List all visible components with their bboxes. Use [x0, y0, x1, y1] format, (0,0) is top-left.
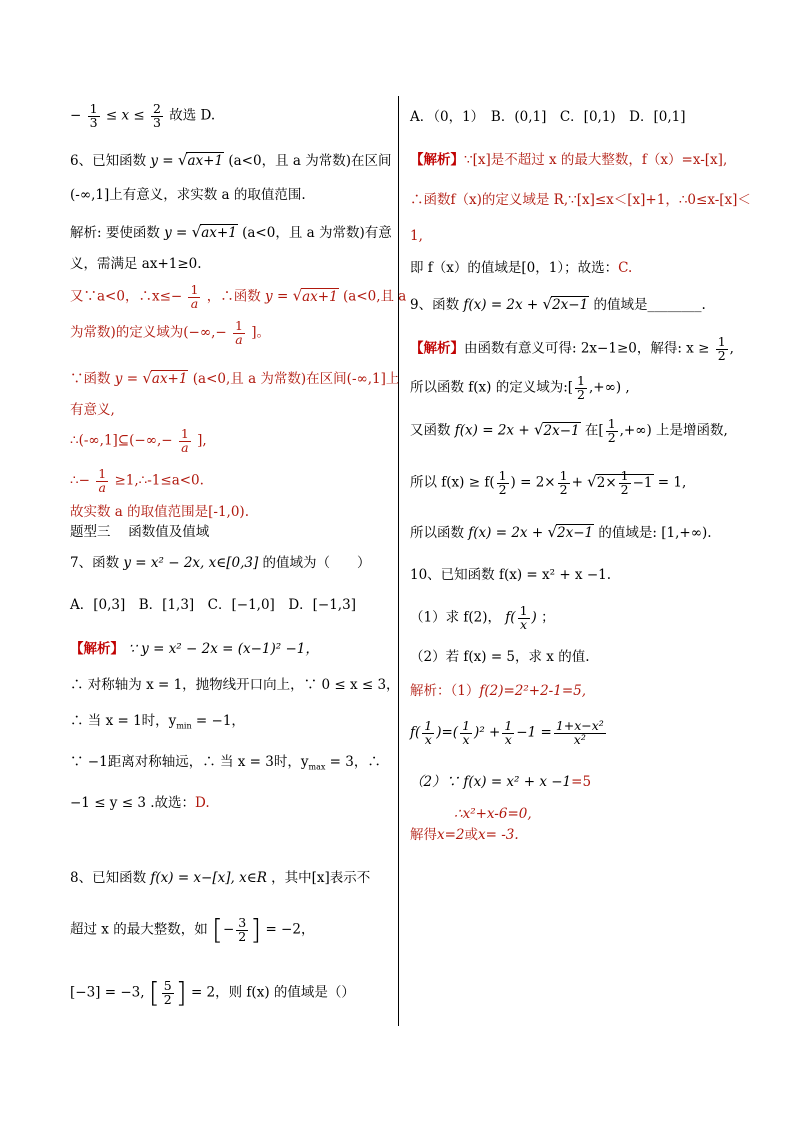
inequality: ≤ x ≤ [105, 107, 145, 124]
q10-solution-line2: f( $\frac{1}{x}$ )=( $\frac{1}{x}$ )² + $\frac{1}{x}$ −1 = $\frac{\text{1+x−x²}}{\text{x²}}$ [410, 718, 604, 747]
q8-stem-line3: [−3] = −3, [ $\frac{5}{2}$ ] = 2，则 f(x) 的值域是（） [70, 976, 355, 1009]
q8-stem-line2: 超过 x 的最大整数，如 [− $\frac{3}{2}$ ] = −2， [70, 913, 315, 946]
q8-solution-line3: 1, [410, 228, 423, 244]
fraction: $\frac{1}{3}$ [89, 101, 98, 130]
q6-solution-line6: 有意义, [70, 402, 115, 418]
q7-stem: 7、函数 y = x² − 2x, x∈[0,3] 的值域为（ ） [70, 555, 371, 571]
q8-solution-line2: ∴函数f（x)的定义域是 R,∵[x]≤x＜[x]+1，∴0≤x-[x]＜ [410, 192, 751, 208]
q6-solution-line2: 义，需满足 ax+1≥0. [70, 256, 202, 272]
q9-stem: 9、函数 f(x) = 2x + √2x−1 的值域是________. [410, 295, 706, 313]
q6-solution-line3: 又∵a<0，∴x≤− $\frac{1}{a}$ ，∴函数 y = √ax+1 (a<0,且 a [70, 282, 407, 311]
q7-solution-line3: ∴ 当 x = 1时，$y_{min} = -1$， [70, 713, 245, 731]
q6-solution-line4: 为常数)的定义域为(−∞,− $\frac{1}{a}$ ]。 [70, 318, 271, 347]
q6-solution-line1: 解析: 要使函数 y = √ax+1 (a<0，且 a 为常数)有意 [70, 223, 392, 241]
q8-options: A．（0，1） B．(0,1] C．[0,1) D．[0,1] [410, 109, 686, 125]
q10-solution-line4: ∴x²+x-6=0, [454, 806, 532, 822]
q6-solution-line5: ∵函数 y = √ax+1 (a<0,且 a 为常数)在区间(-∞,1]上 [70, 369, 400, 387]
q9-solution-line5: 所以函数 f(x) = 2x + √2x−1 的值域是: [1,+∞). [410, 523, 712, 541]
fraction: $\frac{2}{3}$ [152, 101, 161, 130]
conclusion-text: 故选 D. [169, 107, 216, 124]
q9-solution-line1: 【解析】由函数有意义可得: 2x−1≥0，解得: x ≥ $\frac{1}{2}$ , [410, 334, 734, 363]
section-heading: 题型三 函数值及值域 [70, 524, 210, 540]
q9-solution-line2: 所以函数 f(x) 的定义域为:[ $\frac{1}{2}$ ,+∞) , [410, 373, 630, 402]
q9-solution-line3: 又函数 f(x) = 2x + √2x−1 在[ $\frac{1}{2}$ ,+∞) 上是增函数, [410, 416, 728, 445]
q7-solution-line4: ∵ −1距离对称轴远，∴ 当 x = 3时，$y_{max} = 3$，∴ [70, 754, 381, 772]
q6-solution-line9: 故实数 a 的取值范围是[-1,0). [70, 504, 249, 520]
q10-stem: 10、已知函数 f(x) = x² + x −1. [410, 567, 612, 583]
q6-stem-line2: (-∞,1]上有意义，求实数 a 的取值范围. [70, 187, 306, 203]
q7-options: A．[0,3] B．[1,3] C．[−1,0] D．[−1,3] [70, 597, 356, 613]
column-divider [398, 96, 399, 1026]
q10-solution-line1: 解析：（1）f(2)=2²+2-1=5, [410, 683, 587, 699]
q6-solution-line8: ∴− $\frac{1}{a}$ ≥1,∴-1≤a<0. [70, 466, 204, 495]
q7-solution-line2: ∴ 对称轴为 x = 1，抛物线开口向上，∵ 0 ≤ x ≤ 3， [70, 677, 400, 693]
q6-stem-line1: 6、已知函数 y = √ax+1 (a<0，且 a 为常数)在区间 [70, 151, 392, 169]
q7-solution-line1: 【解析】 ∵ y = x² − 2x = (x−1)² −1， [70, 641, 319, 657]
q6-solution-line7: ∴(-∞,1]⊆(−∞,− $\frac{1}{a}$ ], [70, 426, 207, 455]
q10-part2: （2）若 f(x) = 5，求 x 的值. [410, 649, 590, 665]
q10-part1: （1）求 f(2)， f( $\frac{1}{x}$ ) ； [410, 603, 555, 632]
q8-solution-line4: 即 f（x）的值域是[0，1）；故选：C. [410, 260, 633, 276]
answer-line-prev [70, 103, 215, 129]
q7-solution-line5: −1 ≤ y ≤ 3 .故选：D. [70, 795, 210, 811]
q10-solution-line3: （2）∵ f(x) = x² + x −1=5 [410, 774, 592, 790]
q8-solution-line1: 【解析】∵[x]是不超过 x 的最大整数，f（x）=x-[x], [410, 152, 728, 168]
q9-solution-line4: 所以 f(x) ≥ f( $\frac{1}{2}$ ) = 2× $\frac{1}{2}$ + √2× $\frac{1}{2}$ −1 = 1, [410, 468, 687, 497]
minus-sign: − [70, 107, 82, 124]
q10-solution-line5: 解得x=2或x= -3. [410, 827, 519, 843]
q8-stem-line1: 8、已知函数 f(x) = x−[x], x∈R ，其中[x]表示不 [70, 870, 371, 886]
